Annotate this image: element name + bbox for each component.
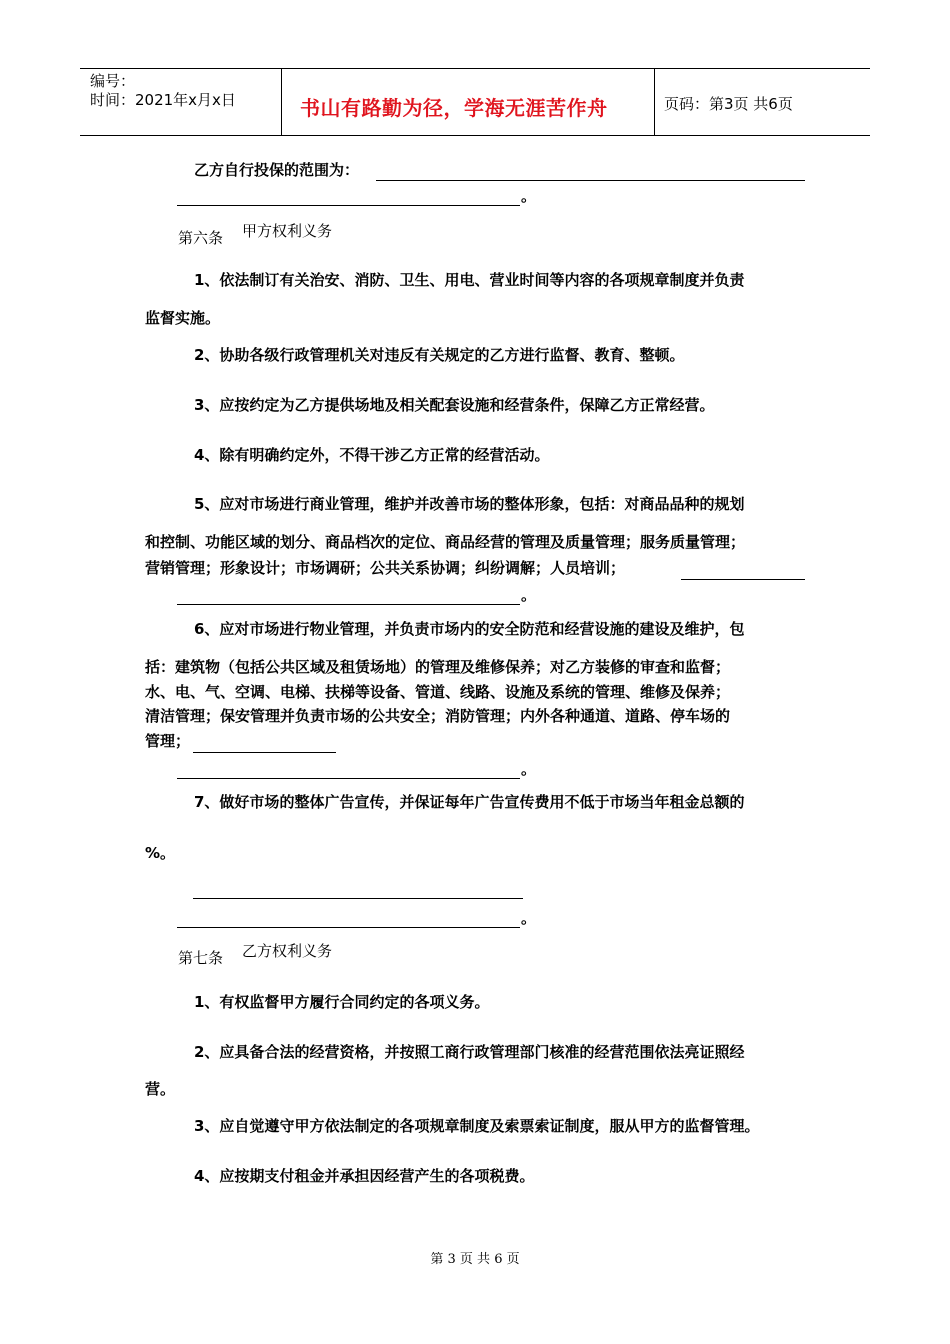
clause-6-6-line3: 水、电、气、空调、电梯、扶梯等设备、管道、线路、设施及系统的管理、维修及保养； — [145, 683, 731, 701]
clause-6-1-line1: 1、依法制订有关治安、消防、卫生、用电、营业时间等内容的各项规章制度并负责 — [194, 271, 745, 289]
clause-6-6-line5: 管理； — [145, 732, 191, 750]
page-footer: 第 3 页 共 6 页 — [430, 1252, 520, 1267]
clause-7-2-line1: 2、应具备合法的经营资格，并按照工商行政管理部门核准的经营范围依法亮证照经 — [194, 1043, 745, 1061]
period-mark: 。 — [521, 586, 537, 604]
period-mark: 。 — [521, 760, 537, 778]
header-motto: 书山有路勤为径，学海无涯苦作舟 — [300, 96, 608, 120]
clause-6-7-line2: %。 — [145, 844, 176, 862]
blank-line — [193, 752, 336, 753]
doc-code-label: 编号： — [90, 72, 136, 90]
blank-line — [193, 898, 523, 899]
clause-6-5-line3: 营销管理；形象设计；市场调研；公共关系协调；纠纷调解；人员培训； — [145, 559, 626, 577]
article-7-number: 第七条 — [178, 949, 224, 967]
blank-line — [177, 205, 520, 206]
clause-6-6-line2: 括：建筑物（包括公共区域及租赁场地）的管理及维修保养；对乙方装修的审查和监督； — [145, 658, 731, 676]
clause-6-7-line1: 7、做好市场的整体广告宣传，并保证每年广告宣传费用不低于市场当年租金总额的 — [194, 793, 745, 811]
clause-7-1: 1、有权监督甲方履行合同约定的各项义务。 — [194, 993, 490, 1011]
clause-6-2: 2、协助各级行政管理机关对违反有关规定的乙方进行监督、教育、整顿。 — [194, 346, 685, 364]
blank-line — [376, 180, 805, 181]
clause-6-6-line4: 清洁管理；保安管理并负责市场的公共安全；消防管理；内外各种通道、道路、停车场的 — [145, 707, 731, 725]
clause-6-1-line2: 监督实施。 — [145, 309, 221, 327]
clause-7-2-line2: 营。 — [145, 1080, 176, 1098]
clause-7-3: 3、应自觉遵守甲方依法制定的各项规章制度及索票索证制度，服从甲方的监督管理。 — [194, 1117, 760, 1135]
clause-6-5-line2: 和控制、功能区域的划分、商品档次的定位、商品经营的管理及质量管理；服务质量管理； — [145, 533, 746, 551]
header-divider-left — [281, 68, 282, 135]
article-6-title: 甲方权利义务 — [242, 222, 333, 240]
doc-date-label: 时间：2021年x月x日 — [90, 91, 236, 109]
clause-6-5-line1: 5、应对市场进行商业管理，维护并改善市场的整体形象，包括：对商品品种的规划 — [194, 495, 745, 513]
header-page-info: 页码：第3页 共6页 — [664, 95, 793, 113]
clause-7-4: 4、应按期支付租金并承担因经营产生的各项税费。 — [194, 1167, 535, 1185]
insure-scope-label: 乙方自行投保的范围为： — [194, 161, 360, 179]
header-top-rule — [80, 68, 870, 69]
clause-6-6-line1: 6、应对市场进行物业管理，并负责市场内的安全防范和经营设施的建设及维护，包 — [194, 620, 745, 638]
blank-line — [177, 604, 520, 605]
period-mark: 。 — [521, 909, 537, 927]
clause-6-3: 3、应按约定为乙方提供场地及相关配套设施和经营条件，保障乙方正常经营。 — [194, 396, 715, 414]
header-bottom-rule — [80, 135, 870, 136]
article-7-title: 乙方权利义务 — [242, 942, 333, 960]
article-6-number: 第六条 — [178, 229, 224, 247]
blank-line — [177, 778, 520, 779]
clause-6-4: 4、除有明确约定外，不得干涉乙方正常的经营活动。 — [194, 446, 550, 464]
period-mark: 。 — [521, 187, 537, 205]
blank-line — [681, 579, 805, 580]
blank-line — [177, 927, 520, 928]
header-divider-right — [654, 68, 655, 135]
